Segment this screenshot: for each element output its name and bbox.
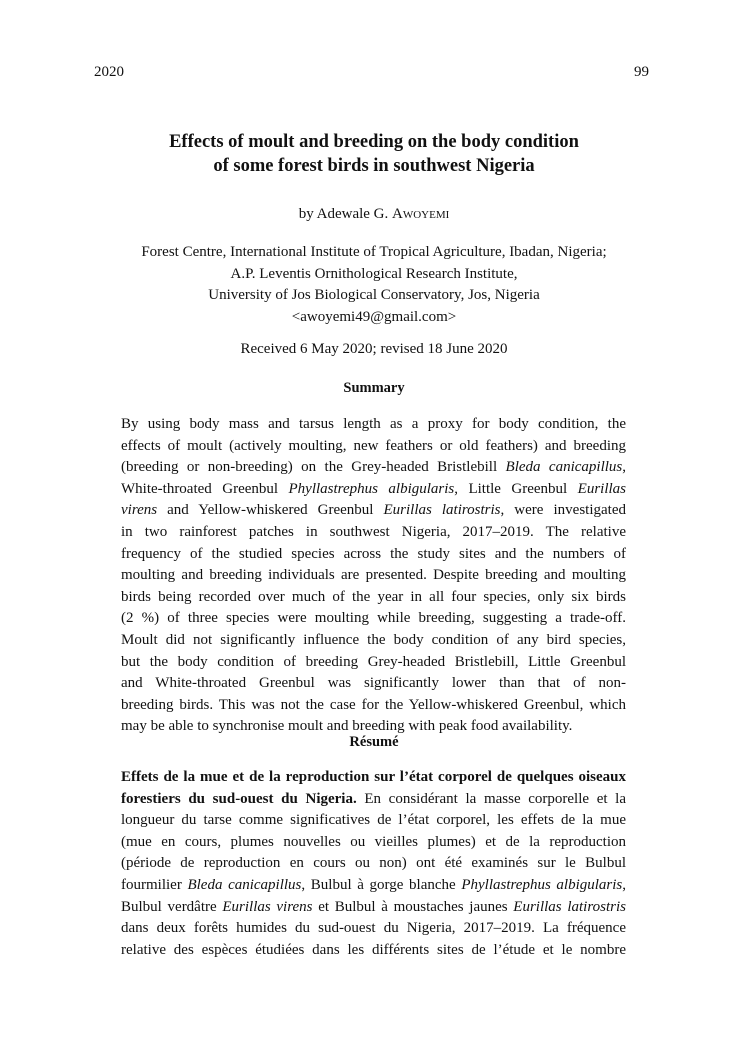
affiliation-line: Forest Centre, International Institute of Tropical Agriculture, Ibadan, Nigeria; [141, 244, 607, 260]
title-line-2: of some forest birds in southwest Nigeria [213, 156, 535, 176]
text-line: (mue en cours, plumes nouvelles ou vieilles plumes) et de la reproduction [121, 833, 626, 850]
text-line: birds being recorded over much of the year in all four species, only six birds [121, 588, 626, 605]
text-line: effects of moult (actively moulting, new feathers or old feathers) and breeding [121, 437, 626, 454]
french-title: Effets de la mue et de la reproduction sur l’état corporel de quelques oiseaux [121, 769, 626, 785]
text-line: White-throated Greenbul Phyllastrephus albigularis, Little Greenbul Eurillas [121, 480, 626, 497]
text-line: relative des espèces étudiées dans les différents sites de l’étude et le nombre [121, 941, 626, 958]
text-line: forestiers du sud-ouest du Nigeria. En considérant la masse corporelle et la [121, 790, 626, 807]
text-line: dans deux forêts humides du sud-ouest du Nigeria, 2017–2019. La fréquence [121, 920, 626, 937]
resume-heading: Résumé [349, 734, 399, 750]
author-surname: Awoyemi [392, 206, 450, 222]
text-line: longueur du tarse comme significatives de l’état corporel, les effets de la mue [121, 812, 626, 829]
text-line: moulting and breeding individuals are presented. Despite breeding and moulting [121, 567, 626, 584]
text-line: fourmilier Bleda canicapillus, Bulbul à gorge blanche Phyllastrephus albigularis, [121, 876, 627, 893]
species-name: Bleda canicapillus [187, 876, 302, 893]
text-line: may be able to synchronise moult and breeding with peak food availability. [121, 718, 573, 735]
affiliation-line: A.P. Leventis Ornithological Research Institute, [230, 265, 518, 282]
text-line: but the body condition of breeding Grey-headed Bristlebill, Little Greenbul [121, 653, 626, 670]
species-name: Bleda canicapillus [505, 459, 623, 476]
text-line: (période de reproduction en cours ou non) ont été examinés sur le Bulbul [121, 855, 626, 872]
affiliation-line: University of Jos Biological Conservatory, Jos, Nigeria [208, 287, 540, 303]
summary-body [121, 414, 626, 738]
author-email: <awoyemi49@gmail.com> [291, 308, 457, 325]
text-line [121, 767, 626, 789]
species-name: Phyllastrephus albigularis [461, 876, 623, 893]
text-line: in two rainforest patches in southwest Nigeria, 2017–2019. The relative [121, 523, 626, 540]
received-dates: Received 6 May 2020; revised 18 June 2020 [240, 341, 508, 357]
text-line: By using body mass and tarsus length as a proxy for body condition, the [121, 416, 626, 432]
french-title: forestiers du sud-ouest du Nigeria. [121, 790, 357, 807]
running-header-year: 2020 [94, 64, 124, 80]
text-line: Bulbul verdâtre Eurillas virens et Bulbul à moustaches jaunes Eurillas latirostris [121, 898, 626, 915]
text-line: virens and Yellow-whiskered Greenbul Eurillas latirostris, were investigated [121, 502, 626, 519]
text-line: frequency of the studied species across the study sites and the numbers of [121, 545, 626, 562]
text-line: (2 %) of three species were moulting while breeding, suggesting a trade-off. [121, 610, 626, 627]
species-name: Phyllastrephus albigularis [288, 480, 455, 497]
text-line: breeding birds. This was not the case for the Yellow-whiskered Greenbul, which [121, 696, 626, 713]
page-number: 99 [634, 64, 649, 80]
species-name: Eurillas latirostris [383, 502, 501, 519]
species-name: Eurillas [577, 480, 626, 497]
resume-body [121, 767, 626, 961]
text-line: Moult did not significantly influence the body condition of any bird species, [121, 631, 626, 648]
article-title [94, 130, 654, 178]
summary-heading: Summary [343, 380, 405, 396]
title-line-1: Effects of moult and breeding on the body condition [169, 132, 579, 152]
species-name: Eurillas latirostris [513, 898, 626, 915]
species-name: Eurillas virens [222, 898, 313, 915]
author-byline [94, 206, 654, 223]
text-line: and White-throated Greenbul was significantly lower than that of non- [121, 675, 626, 692]
species-name: virens [121, 502, 158, 519]
byline-prefix: by Adewale G. [298, 206, 393, 222]
author-affiliation [94, 242, 654, 328]
text-line: (breeding or non-breeding) on the Grey-headed Bristlebill Bleda canicapillus, [121, 459, 627, 476]
